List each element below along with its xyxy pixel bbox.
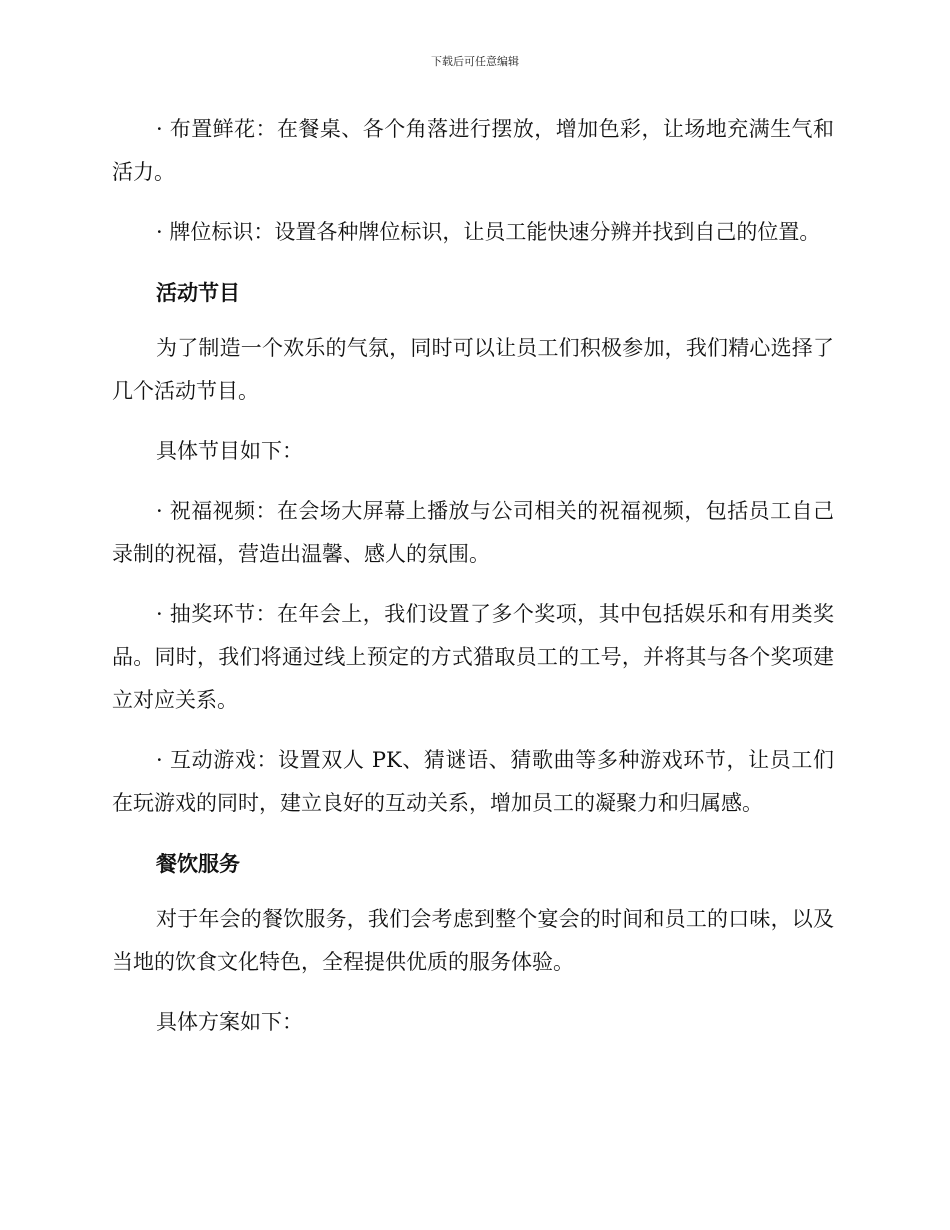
paragraph-lottery: · 抽奖环节：在年会上，我们设置了多个奖项，其中包括娱乐和有用类奖品。同时，我们将通过线上预定的方式猎取员工的工号，并将其与各个奖项建立对应关系。	[112, 602, 834, 712]
paragraph-activities-intro: 为了制造一个欢乐的气氛，同时可以让员工们积极参加，我们精心选择了几个活动节目。	[112, 336, 834, 403]
paragraph-signage: · 牌位标识：设置各种牌位标识，让员工能快速分辨并找到自己的位置。	[156, 220, 821, 244]
section-heading-catering: 餐饮服务	[156, 851, 240, 876]
paragraph-activities-list-intro: 具体节目如下：	[156, 439, 303, 463]
paragraph-flowers: · 布置鲜花：在餐桌、各个角落进行摆放，增加色彩，让场地充满生气和活力。	[112, 117, 834, 184]
paragraph-games: · 互动游戏：设置双人 PK、猜谜语、猜歌曲等多种游戏环节，让员工们在玩游戏的同时，建立良好的互动关系，增加员工的凝聚力和归属感。	[112, 748, 834, 815]
paragraph-catering-intro: 对于年会的餐饮服务，我们会考虑到整个宴会的时间和员工的口味，以及当地的饮食文化特色，全程提供优质的服务体验。	[112, 907, 834, 974]
paragraph-catering-plan-intro: 具体方案如下：	[156, 1010, 303, 1034]
document-body	[112, 108, 834, 1061]
section-heading-activities: 活动节目	[156, 280, 240, 305]
paragraph-blessing-video: · 祝福视频：在会场大屏幕上播放与公司相关的祝福视频，包括员工自己录制的祝福，营造出温馨、感人的氛围。	[112, 499, 834, 566]
page-header: 下载后可任意编辑	[431, 55, 519, 68]
